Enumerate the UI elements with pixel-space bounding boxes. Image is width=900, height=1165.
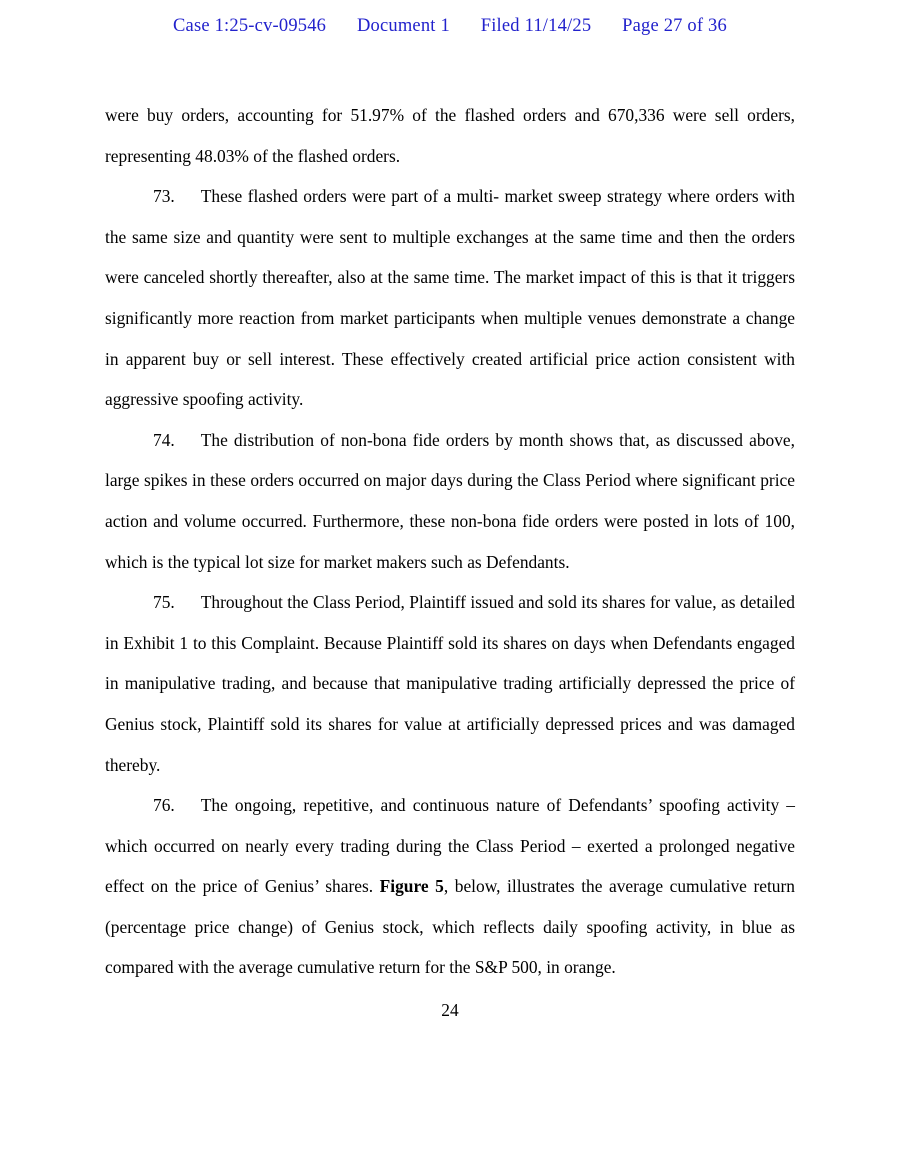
page-number: 24	[441, 1000, 459, 1020]
case-number: Case 1:25-cv-09546	[173, 16, 327, 36]
paragraph-text: were buy orders, accounting for 51.97% of the flashed orders and 670,336 were sell orders, representing 48.03% of the flashed orders.	[105, 105, 795, 166]
page-range: Page 27 of 36	[622, 16, 727, 36]
paragraph-73	[105, 176, 795, 420]
figure-reference: Figure 5	[379, 876, 444, 897]
paragraph-text: The distribution of non-bona fide orders by month shows that, as discussed above, large spikes in these orders occurred on major days during the Class Period where significant price action and volume occurred. Furthermore, these non-bona fide orders were posted in lots of 100, which is the typical lot size for market makers such as Defendants.	[105, 429, 795, 572]
filed-date: Filed 11/14/25	[480, 16, 592, 36]
paragraph-74	[105, 420, 795, 582]
document-number: Document 1	[356, 16, 450, 36]
document-body	[105, 95, 795, 988]
paragraph-text: These flashed orders were part of a multi- market sweep strategy where orders with the same size and quantity were sent to multiple exchanges at the same time and then the orders were canceled shortly thereafter, also at the same time. The market impact of this is that it triggers significantly more reaction from market participants when multiple venues demonstrate a change in apparent buy or sell interest. These effectively created artificial price action consistent with aggressive spoofing activity.	[105, 186, 795, 410]
paragraph-number: 75.	[153, 592, 175, 613]
paragraph-76	[105, 785, 795, 988]
paragraph-number: 76.	[153, 795, 175, 816]
paragraph-text-after-reference: , below, illustrates the average cumulative return (percentage price change) of Genius stock, which reflects daily spoofing activity, in blue as compared with the average cumulative return for the S&P 500, in orange.	[105, 876, 795, 978]
paragraph-75	[105, 582, 795, 785]
paragraph-continuation	[105, 95, 795, 176]
case-header-stamp	[0, 16, 900, 37]
paragraph-text: Throughout the Class Period, Plaintiff issued and sold its shares for value, as detailed in Exhibit 1 to this Complaint. Because Plaintiff sold its shares on days when Defendants engaged in manipulative trading, and because that manipulative trading artificially depressed the price of Genius stock, Plaintiff sold its shares for value at artificially depressed prices and was damaged thereby.	[105, 592, 795, 775]
paragraph-number: 73.	[153, 186, 175, 207]
paragraph-number: 74.	[153, 429, 175, 450]
paragraph-text-before-reference: The ongoing, repetitive, and continuous nature of Defendants’ spoofing activity – which occurred on nearly every trading during the Class Period – exerted a prolonged negative effect on the price of Genius’ shares.	[105, 795, 795, 897]
